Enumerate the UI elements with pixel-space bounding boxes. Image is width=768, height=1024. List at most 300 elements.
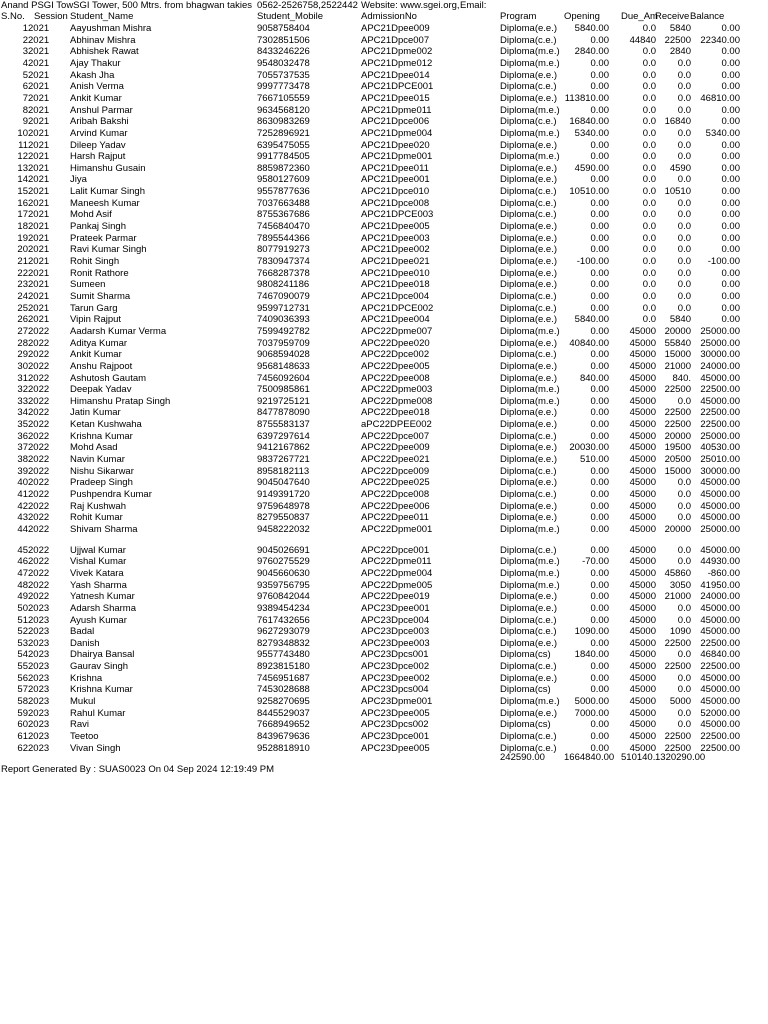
- total-opening: 242590.00: [500, 752, 545, 763]
- row-due-amount: 45000: [629, 602, 656, 614]
- row-program: Diploma(e.e.): [500, 314, 558, 326]
- row-admission-no: APC21Dpce010: [361, 186, 430, 198]
- row-sno: 59: [17, 707, 28, 719]
- row-opening: 510.00: [579, 454, 609, 466]
- row-session: 2021: [28, 92, 50, 104]
- table-row: [0, 442, 768, 454]
- table-row: [0, 489, 768, 501]
- row-student-mobile: 9759648978: [257, 500, 310, 512]
- row-student-mobile: 8755583137: [257, 419, 310, 431]
- row-program: Diploma(c.e.): [500, 209, 557, 221]
- row-receive: 0.0: [677, 556, 691, 568]
- row-student-mobile: 9580127609: [257, 174, 310, 186]
- row-student-mobile: 7456951687: [257, 672, 310, 684]
- row-student-name: Badal: [70, 626, 95, 638]
- row-sno: 53: [17, 637, 28, 649]
- row-balance: 41950.00: [700, 579, 740, 591]
- row-balance: 45000.00: [700, 477, 740, 489]
- row-admission-no: APC21Dpce004: [361, 290, 430, 302]
- row-session: 2023: [28, 696, 50, 708]
- row-opening: 0.00: [590, 430, 609, 442]
- row-session: 2021: [28, 232, 50, 244]
- row-student-name: Jiya: [70, 174, 87, 186]
- row-student-name: Navin Kumar: [70, 454, 125, 466]
- row-opening: 0.00: [590, 209, 609, 221]
- row-sno: 10: [17, 127, 28, 139]
- row-balance: 0.00: [721, 186, 740, 198]
- row-student-name: Prateek Parmar: [70, 232, 137, 244]
- row-student-name: Ayush Kumar: [70, 614, 127, 626]
- row-opening: 0.00: [590, 419, 609, 431]
- row-due-amount: 45000: [629, 477, 656, 489]
- row-admission-no: APC21Dpme001: [361, 151, 433, 163]
- row-balance: 0.00: [721, 104, 740, 116]
- row-session: 2022: [28, 544, 50, 556]
- row-session: 2021: [28, 104, 50, 116]
- row-balance: 44930.00: [700, 556, 740, 568]
- row-student-mobile: 8923815180: [257, 661, 310, 673]
- row-opening: 7000.00: [574, 707, 609, 719]
- table-row: [0, 649, 768, 661]
- row-program: Diploma(e.e.): [500, 500, 558, 512]
- row-session: 2021: [28, 302, 50, 314]
- table-row: [0, 163, 768, 175]
- row-due-amount: 45000: [629, 614, 656, 626]
- row-session: 2021: [28, 256, 50, 267]
- row-receive: 3050: [669, 579, 691, 591]
- row-sno: 30: [17, 360, 28, 372]
- row-receive: 0.0: [677, 174, 691, 186]
- row-balance: 0.00: [721, 69, 740, 81]
- row-opening: 0.00: [590, 174, 609, 186]
- table-row: [0, 105, 768, 117]
- table-row: [0, 626, 768, 638]
- row-due-amount: 45000: [629, 349, 656, 361]
- row-receive: 20000: [664, 523, 691, 535]
- table-row: [0, 673, 768, 685]
- row-receive: 0.0: [677, 256, 691, 267]
- row-student-mobile: 7599492782: [257, 325, 310, 337]
- row-receive: 0.0: [677, 279, 691, 291]
- row-receive: 22500: [664, 407, 691, 419]
- row-opening: 0.00: [590, 349, 609, 361]
- row-receive: 0.0: [677, 139, 691, 151]
- row-sno: 51: [17, 614, 28, 626]
- row-student-mobile: 7456840470: [257, 221, 310, 233]
- row-sno: 34: [17, 407, 28, 419]
- row-receive: 19500: [664, 442, 691, 454]
- row-sno: 46: [17, 556, 28, 568]
- table-row: [0, 128, 768, 140]
- row-student-name: Anshul Parmar: [70, 104, 133, 116]
- row-receive: 45860: [664, 567, 691, 579]
- row-program: Diploma(e.e.): [500, 442, 558, 454]
- row-student-mobile: 9548032478: [257, 57, 310, 69]
- table-row: [0, 93, 768, 105]
- row-student-name: Dhairya Bansal: [70, 649, 135, 661]
- row-receive: 55840: [664, 337, 691, 349]
- table-row: [0, 431, 768, 443]
- row-session: 2021: [28, 139, 50, 151]
- row-student-name: Ronit Rathore: [70, 267, 129, 279]
- row-due-amount: 45000: [629, 372, 656, 384]
- row-student-name: Ravi: [70, 719, 90, 731]
- row-balance: 22500.00: [700, 661, 740, 673]
- row-admission-no: APC22Dpee019: [361, 591, 430, 603]
- row-program: Diploma(e.e.): [500, 337, 558, 349]
- row-session: 2021: [28, 267, 50, 279]
- row-opening: 5340.00: [574, 127, 609, 139]
- row-sno: 1: [22, 23, 28, 34]
- row-due-amount: 0.0: [642, 209, 656, 221]
- row-session: 2021: [28, 46, 50, 58]
- col-receive: Receive: [655, 11, 690, 22]
- row-balance: 0.00: [721, 139, 740, 151]
- row-opening: -70.00: [582, 556, 609, 568]
- row-student-name: Adarsh Sharma: [70, 602, 137, 614]
- row-program: Diploma(e.e.): [500, 139, 558, 151]
- row-sno: 42: [17, 500, 28, 512]
- row-session: 2023: [28, 661, 50, 673]
- row-balance: 45000.00: [700, 696, 740, 708]
- row-admission-no: APC21Dpce006: [361, 116, 430, 128]
- row-student-mobile: 9627293079: [257, 626, 310, 638]
- row-admission-no: APC21Dpee011: [361, 162, 429, 174]
- row-sno: 16: [17, 197, 28, 209]
- row-due-amount: 45000: [629, 384, 656, 396]
- row-sno: 33: [17, 395, 28, 407]
- row-admission-no: APC21DPCE003: [361, 209, 434, 221]
- row-sno: 49: [17, 591, 28, 603]
- row-student-mobile: 9837267721: [257, 454, 310, 466]
- table-row: [0, 545, 768, 557]
- row-receive: 22500: [664, 731, 691, 742]
- row-due-amount: 45000: [629, 454, 656, 466]
- row-receive: 0.0: [677, 302, 691, 314]
- row-opening: 0.00: [590, 302, 609, 314]
- row-due-amount: 0.0: [642, 314, 656, 326]
- row-student-name: Nishu Sikarwar: [70, 465, 134, 477]
- row-admission-no: APC22Dpme011: [361, 556, 432, 568]
- row-balance: 25010.00: [700, 454, 740, 466]
- row-student-name: Aditya Kumar: [70, 337, 128, 349]
- table-row: [0, 407, 768, 419]
- row-sno: 38: [17, 454, 28, 466]
- row-session: 2022: [28, 419, 50, 431]
- row-opening: 0.00: [590, 719, 609, 731]
- row-opening: 0.00: [590, 614, 609, 626]
- row-opening: 10510.00: [569, 186, 609, 198]
- row-opening: 0.00: [590, 602, 609, 614]
- row-session: 2022: [28, 512, 50, 524]
- row-balance: 45000.00: [700, 500, 740, 512]
- row-student-name: Anish Verma: [70, 81, 124, 93]
- row-sno: 57: [17, 684, 28, 696]
- row-receive: 0.0: [677, 197, 691, 209]
- row-session: 2023: [28, 742, 50, 754]
- row-admission-no: APC21Dpee018: [361, 279, 430, 291]
- row-balance: 0.00: [721, 23, 740, 34]
- table-row: [0, 35, 768, 47]
- row-admission-no: APC21DPCE002: [361, 302, 434, 314]
- row-due-amount: 0.0: [642, 151, 656, 163]
- row-session: 2023: [28, 684, 50, 696]
- row-student-mobile: 8439679636: [257, 731, 310, 742]
- row-receive: 2840: [669, 46, 691, 58]
- row-sno: 26: [17, 314, 28, 326]
- row-student-name: Vishal Kumar: [70, 556, 127, 568]
- row-session: 2021: [28, 34, 50, 46]
- row-balance: 45000.00: [700, 489, 740, 500]
- row-sno: 47: [17, 567, 28, 579]
- row-admission-no: APC22Dpee005: [361, 360, 430, 372]
- row-session: 2022: [28, 442, 50, 454]
- row-student-mobile: 7037663488: [257, 197, 310, 209]
- row-student-mobile: 8279348832: [257, 637, 310, 649]
- row-admission-no: APC22Dpee008: [361, 372, 430, 384]
- row-student-name: Abhishek Rawat: [70, 46, 139, 58]
- row-receive: 0.0: [677, 614, 691, 626]
- row-program: Diploma(cs): [500, 649, 551, 661]
- row-admission-no: APC23Dpcs002: [361, 719, 429, 731]
- row-balance: 46840.00: [700, 649, 740, 661]
- row-opening: 113810.00: [564, 92, 609, 104]
- row-program: Diploma(c.e.): [500, 197, 557, 209]
- row-session: 2021: [28, 127, 50, 139]
- row-session: 2021: [28, 290, 50, 302]
- row-student-mobile: 9045047640: [257, 477, 310, 489]
- row-receive: 16840: [664, 116, 691, 128]
- row-admission-no: APC22Dpme003: [361, 384, 433, 396]
- row-program: Diploma(e.e.): [500, 407, 558, 419]
- row-program: Diploma(m.e.): [500, 579, 560, 591]
- row-receive: 5840: [669, 23, 691, 34]
- row-receive: 21000: [664, 360, 691, 372]
- row-student-name: Aayushman Mishra: [70, 23, 152, 34]
- row-sno: 35: [17, 419, 28, 431]
- row-student-mobile: 8755367686: [257, 209, 310, 221]
- row-program: Diploma(m.e.): [500, 57, 560, 69]
- row-balance: 45000.00: [700, 719, 740, 731]
- row-admission-no: APC21Dpce007: [361, 34, 430, 46]
- row-sno: 5: [22, 69, 28, 81]
- row-student-mobile: 9045660630: [257, 567, 310, 579]
- total-receive: 510140.: [621, 752, 656, 763]
- row-admission-no: APC21Dpee005: [361, 221, 430, 233]
- row-opening: 0.00: [590, 69, 609, 81]
- table-row: [0, 151, 768, 163]
- row-due-amount: 45000: [629, 523, 656, 535]
- row-program: Diploma(c.e.): [500, 731, 557, 742]
- row-student-mobile: 9760842044: [257, 591, 310, 603]
- row-sno: 32: [17, 384, 28, 396]
- row-program: Diploma(e.e.): [500, 162, 558, 174]
- row-student-mobile: 8859872360: [257, 162, 310, 174]
- row-student-mobile: 7667105559: [257, 92, 310, 104]
- row-admission-no: APC22Dpee011: [361, 512, 429, 524]
- row-student-mobile: 9068594028: [257, 349, 310, 361]
- row-sno: 50: [17, 602, 28, 614]
- institute-email: Email:: [460, 0, 487, 11]
- row-opening: 0.00: [590, 197, 609, 209]
- table-row: [0, 140, 768, 152]
- row-balance: 0.00: [721, 209, 740, 221]
- row-student-mobile: 9412167862: [257, 442, 310, 454]
- row-receive: 0.0: [677, 232, 691, 244]
- row-program: Diploma(c.e.): [500, 349, 557, 361]
- col-session: Session: [34, 11, 68, 22]
- row-session: 2022: [28, 567, 50, 579]
- row-program: Diploma(m.e.): [500, 395, 560, 407]
- row-student-name: Rahul Kumar: [70, 707, 126, 719]
- row-admission-no: APC22Dpee006: [361, 500, 430, 512]
- row-sno: 29: [17, 349, 28, 361]
- row-program: Diploma(e.e.): [500, 477, 558, 489]
- col-student-mobile: Student_Mobile: [257, 11, 324, 22]
- table-row: [0, 603, 768, 615]
- row-opening: 0.00: [590, 591, 609, 603]
- row-session: 2022: [28, 579, 50, 591]
- row-receive: 0.0: [677, 500, 691, 512]
- row-opening: 0.00: [590, 395, 609, 407]
- row-due-amount: 45000: [629, 325, 656, 337]
- row-student-name: Maneesh Kumar: [70, 197, 140, 209]
- row-session: 2022: [28, 325, 50, 337]
- row-opening: 0.00: [590, 465, 609, 477]
- table-row: [0, 512, 768, 524]
- row-session: 2022: [28, 454, 50, 466]
- row-admission-no: APC22Dpee020: [361, 337, 430, 349]
- row-admission-no: APC22Dpce001: [361, 544, 430, 556]
- table-row: [0, 661, 768, 673]
- row-receive: 0.0: [677, 290, 691, 302]
- row-sno: 44: [17, 523, 28, 535]
- row-opening: 0.00: [590, 34, 609, 46]
- row-student-mobile: 7500985861: [257, 384, 310, 396]
- table-row: [0, 81, 768, 93]
- row-receive: 22500: [664, 419, 691, 431]
- row-student-mobile: 9568148633: [257, 360, 310, 372]
- row-receive: 840.: [672, 372, 691, 384]
- row-due-amount: 0.0: [642, 69, 656, 81]
- row-program: Diploma(e.e.): [500, 419, 558, 431]
- table-row: [0, 684, 768, 696]
- row-receive: 0.0: [677, 512, 691, 524]
- row-balance: 45000.00: [700, 672, 740, 684]
- row-opening: 0.00: [590, 742, 609, 754]
- row-sno: 27: [17, 325, 28, 337]
- table-row: [0, 696, 768, 708]
- row-program: Diploma(c.e.): [500, 81, 557, 93]
- row-balance: 30000.00: [700, 465, 740, 477]
- row-due-amount: 44840: [629, 34, 656, 46]
- row-opening: 0.00: [590, 244, 609, 256]
- row-student-mobile: 8279550837: [257, 512, 310, 524]
- row-admission-no: APC22Dpce002: [361, 349, 430, 361]
- row-admission-no: APC21Dpee010: [361, 267, 430, 279]
- col-opening: Opening: [564, 11, 600, 22]
- row-sno: 52: [17, 626, 28, 638]
- row-balance: 25000.00: [700, 523, 740, 535]
- row-opening: 0.00: [590, 360, 609, 372]
- row-student-name: Ujjwal Kumar: [70, 544, 126, 556]
- row-opening: 0.00: [590, 477, 609, 489]
- row-receive: 0.0: [677, 57, 691, 69]
- row-balance: 30000.00: [700, 349, 740, 361]
- row-student-mobile: 7037959709: [257, 337, 310, 349]
- row-balance: 24000.00: [700, 360, 740, 372]
- row-receive: 0.0: [677, 684, 691, 696]
- row-receive: 4590: [669, 162, 691, 174]
- table-row: [0, 719, 768, 731]
- institute-website: Website: www.sgei.org,: [361, 0, 460, 11]
- table-row: [0, 58, 768, 70]
- row-student-name: Sumeen: [70, 279, 106, 291]
- row-admission-no: aPC22DPEE002: [361, 419, 432, 431]
- row-student-mobile: 9557877636: [257, 186, 310, 198]
- row-opening: 0.00: [590, 661, 609, 673]
- row-student-name: Mukul: [70, 696, 96, 708]
- row-sno: 55: [17, 661, 28, 673]
- row-student-name: Lalit Kumar Singh: [70, 186, 145, 198]
- row-due-amount: 0.0: [642, 267, 656, 279]
- row-opening: 5840.00: [574, 23, 609, 34]
- row-session: 2021: [28, 69, 50, 81]
- row-balance: 45000.00: [700, 614, 740, 626]
- row-balance: 45000.00: [700, 395, 740, 407]
- row-admission-no: APC22Dpme007: [361, 325, 433, 337]
- row-sno: 15: [17, 186, 28, 198]
- row-receive: 0.0: [677, 707, 691, 719]
- row-balance: 0.00: [721, 244, 740, 256]
- row-program: Diploma(e.e.): [500, 256, 558, 267]
- table-row: [0, 46, 768, 58]
- row-session: 2023: [28, 637, 50, 649]
- row-admission-no: APC22Dpme005: [361, 579, 433, 591]
- row-sno: 62: [17, 742, 28, 754]
- row-receive: 22500: [664, 742, 691, 754]
- row-admission-no: APC22Dpce008: [361, 489, 430, 500]
- row-receive: 0.0: [677, 672, 691, 684]
- row-program: Diploma(e.e.): [500, 707, 558, 719]
- row-balance: 0.00: [721, 46, 740, 58]
- row-session: 2021: [28, 279, 50, 291]
- row-session: 2021: [28, 116, 50, 128]
- row-student-name: Tarun Garg: [70, 302, 118, 314]
- row-receive: 0.0: [677, 477, 691, 489]
- row-balance: 0.00: [721, 57, 740, 69]
- row-receive: 22500: [664, 661, 691, 673]
- table-row: [0, 198, 768, 210]
- row-admission-no: APC23Dpce004: [361, 614, 430, 626]
- row-program: Diploma(c.e.): [500, 489, 557, 500]
- row-due-amount: 0.0: [642, 57, 656, 69]
- row-session: 2023: [28, 649, 50, 661]
- row-sno: 37: [17, 442, 28, 454]
- row-student-name: Yatnesh Kumar: [70, 591, 135, 603]
- row-opening: 5000.00: [574, 696, 609, 708]
- row-receive: 0.0: [677, 69, 691, 81]
- row-student-mobile: 9458222032: [257, 523, 310, 535]
- row-student-mobile: 9760275529: [257, 556, 310, 568]
- row-student-mobile: 7252896921: [257, 127, 310, 139]
- row-opening: 0.00: [590, 567, 609, 579]
- row-sno: 25: [17, 302, 28, 314]
- row-admission-no: APC23Dpce002: [361, 661, 430, 673]
- row-student-mobile: 6395475055: [257, 139, 310, 151]
- row-program: Diploma(e.e.): [500, 267, 558, 279]
- row-session: 2022: [28, 337, 50, 349]
